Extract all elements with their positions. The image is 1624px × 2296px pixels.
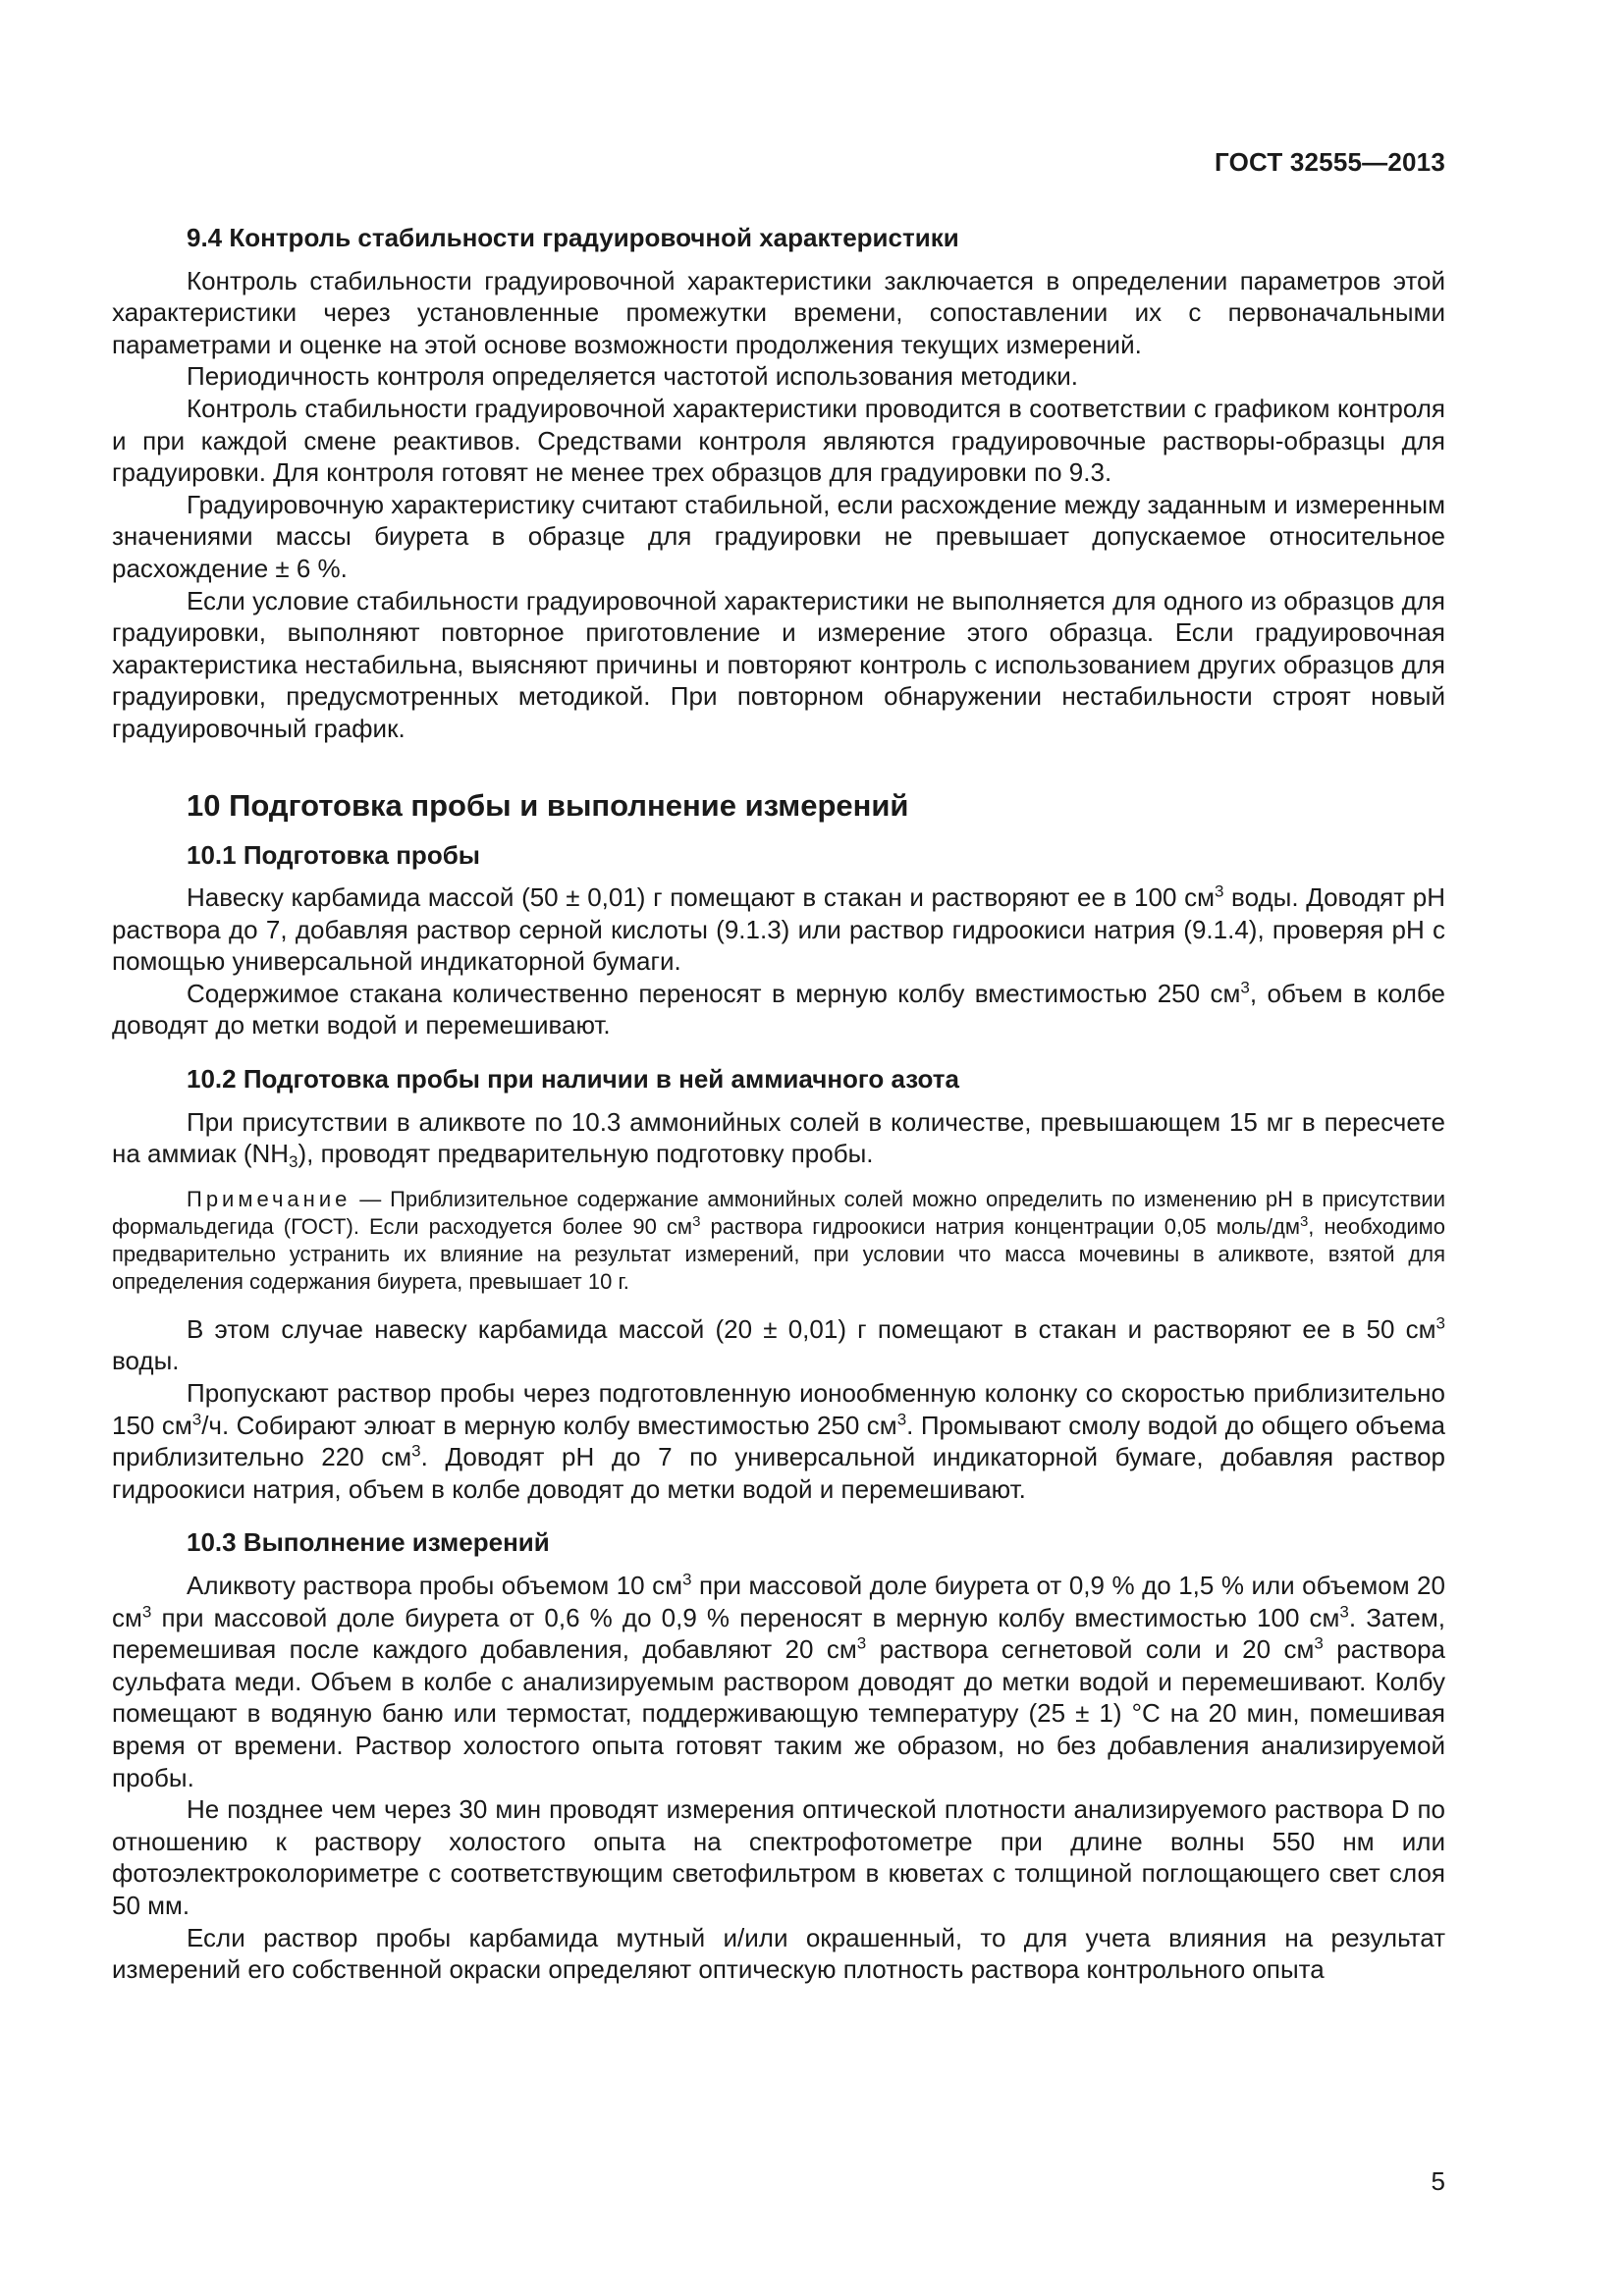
section-9-4-heading: 9.4 Контроль стабильности градуировочной характеристики: [187, 223, 959, 252]
section-10-2-heading: 10.2 Подготовка пробы при наличии в ней аммиачного азота: [187, 1064, 959, 1095]
paragraph: Аликвоту раствора пробы объемом 10 $см^3$ при массовой доле биурета от 0,9 % до 1,5 % или объемом 20 $см^3$ при массовой доле биурета от 0,6 % до 0,9 % переносят в мерную колбу вместимостью 100 $см^3$. Затем, перемешивая после каждого добавления, добавляют 20 $см^3$ раствора сегнетовой соли и 20 $см^3$ раствора сульфата меди. Объем в колбе с анализируемым раствором доводят до метки водой и перемешивают. Колбу помещают в водяную баню или термостат, поддерживающую температуру (25 ± 1) °С на 20 мин, помешивая время от времени. Раствор холостого опыта готовят таким же образом, но без добавления анализируемой пробы.: [112, 1570, 1446, 1792]
paragraph: Периодичность контроля определяется частотой использования методики.: [187, 361, 1078, 392]
note-label: Примечание: [187, 1186, 352, 1211]
paragraph: Если раствор пробы карбамида мутный и/или окрашенный, то для учета влияния на результат измерений его собственной окраски определяют оптическую плотность раствора контрольного опыта: [112, 1922, 1445, 1985]
section-10-1-heading: 10.1 Подготовка пробы: [187, 839, 480, 870]
section-10-heading: 10 Подготовка пробы и выполнение измерений: [187, 787, 909, 823]
paragraph: Навеску карбамида массой (50 ± 0,01) г помещают в стакан и растворяют ее в 100 $см^3$ воды. Доводят pH раствора до 7, добавляя раствор серной кислоты (9.1.3) или раствор гидроокиси натрия (9.1.4), проверяя pH с помощью универсальной индикаторной бумаги.: [112, 881, 1445, 977]
note: Примечание — Приблизительное содержание аммонийных солей можно определить по изменению pH в присутствии формальдегида (ГОСТ). Если расходуется более 90 $см^3$ раствора гидроокиси натрия концентрации 0,05 моль/$дм^3$, необходимо предварительно устранить их влияние на результат измерений, при условии что масса мочевины в аликвоте, взятой для определения содержания биурета, превышает 10 г.: [112, 1186, 1445, 1294]
paragraph: Контроль стабильности градуировочной характеристики проводится в соответствии с графиком контроля и при каждой смене реактивов. Средствами контроля являются градуировочные растворы-образцы для градуировки. Для контроля готовят не менее трех образцов для градуировки по 9.3.: [112, 393, 1445, 488]
paragraph: Содержимое стакана количественно переносят в мерную колбу вместимостью 250 $см^3$, объем в колбе доводят до метки водой и перемешивают.: [112, 978, 1445, 1041]
document-code-header: ГОСТ 32555—2013: [1215, 147, 1445, 177]
paragraph: В этом случае навеску карбамида массой (20 ± 0,01) г помещают в стакан и растворяют ее в 50 $см^3$ воды.: [112, 1313, 1445, 1376]
paragraph: При присутствии в аликвоте по 10.3 аммонийных солей в количестве, превышающем 15 мг в пересчете на аммиак $(NH_3)$, проводят предварительную подготовку пробы.: [112, 1106, 1445, 1172]
paragraph: Если условие стабильности градуировочной характеристики не выполняется для одного из образцов для градуировки, выполняют повторное приготовление и измерение этого образца. Если градуировочная характеристика нестабильна, выясняют причины и повторяют контроль с использованием других образцов для градуировки, предусмотренных методикой. При повторном обнаружении нестабильности строят новый градуировочный график.: [112, 585, 1445, 743]
page-number: 5: [1431, 2166, 1445, 2196]
paragraph: Градуировочную характеристику считают стабильной, если расхождение между заданным и измеренным значениями массы биурета в образце для градуировки не превышает допускаемое относительное расхождение ± 6 %.: [112, 489, 1445, 583]
section-10-3-heading: 10.3 Выполнение измерений: [187, 1527, 550, 1558]
page-body: [112, 222, 1445, 1986]
paragraph: Не позднее чем через 30 мин проводят измерения оптической плотности анализируемого раствора D по отношению к раствору холостого опыта на спектрофотометре при длине волны 550 нм или фотоэлектроколориметре с соответствующим светофильтром в кюветах с толщиной поглощающего свет слоя 50 мм.: [112, 1794, 1445, 1920]
paragraph: Контроль стабильности градуировочной характеристики заключается в определении параметров этой характеристики через установленные промежутки времени, сопоставлении их с первоначальными параметрами и оценке на этой основе возможности продолжения текущих измерений.: [112, 265, 1445, 359]
paragraph: Пропускают раствор пробы через подготовленную ионообменную колонку со скоростью приблизительно 150 $см^3/ч$. Собирают элюат в мерную колбу вместимостью 250 $см^3$. Промывают смолу водой до общего объема приблизительно 220 $см^3$. Доводят pH до 7 по универсальной индикаторной бумаге, добавляя раствор гидроокиси натрия, объем в колбе доводят до метки водой и перемешивают.: [112, 1378, 1446, 1504]
